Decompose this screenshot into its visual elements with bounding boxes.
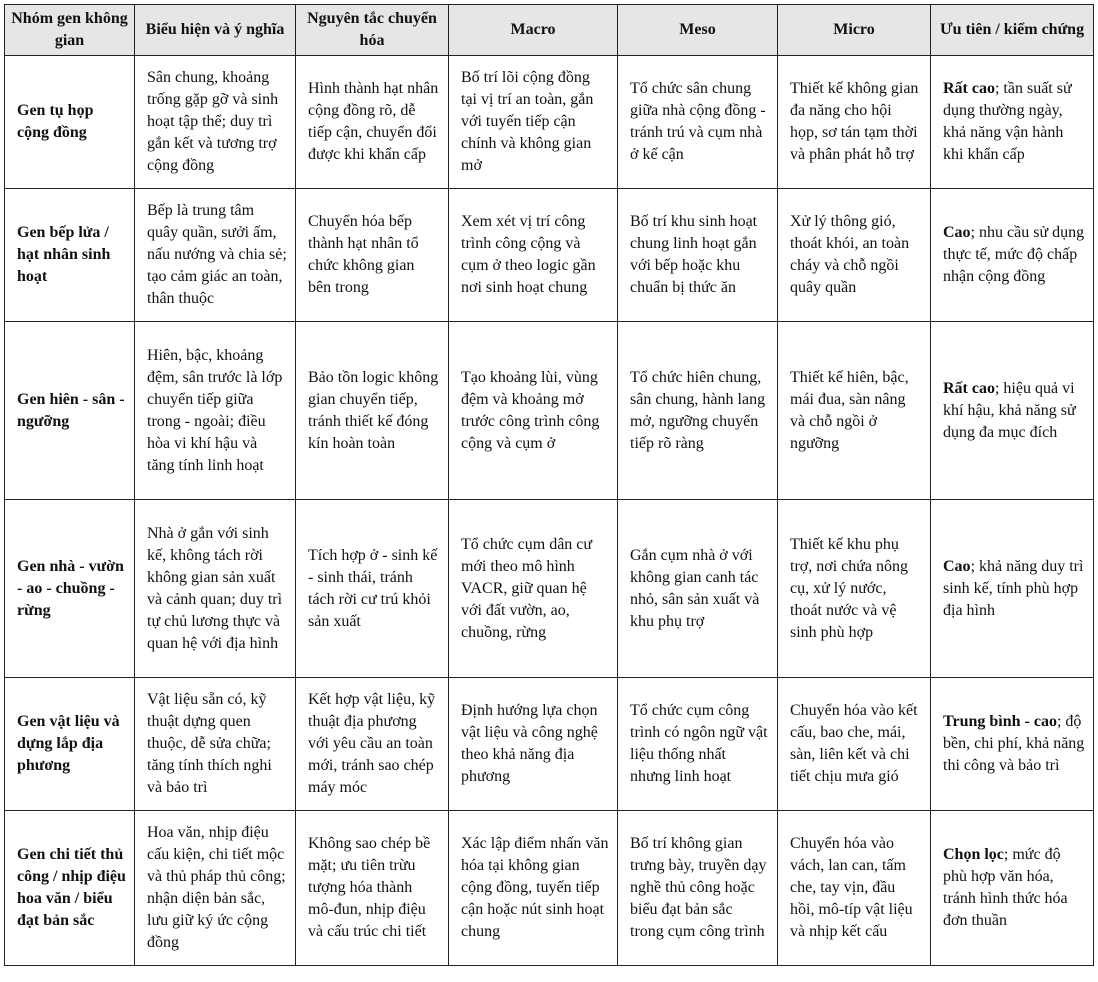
group-cell: Gen chi tiết thủ công / nhịp điệu hoa văn / biểu đạt bản sắc xyxy=(5,811,135,966)
priority-cell xyxy=(931,678,1094,811)
priority-cell xyxy=(931,189,1094,322)
table-row xyxy=(5,500,1094,678)
meso-cell: Bố trí khu sinh hoạt chung linh hoạt gắn với bếp hoặc khu chuẩn bị thức ăn xyxy=(618,189,778,322)
group-cell: Gen hiên - sân - ngưỡng xyxy=(5,322,135,500)
macro-cell: Bố trí lõi cộng đồng tại vị trí an toàn, gắn với tuyến tiếp cận chính và không gian mở xyxy=(449,56,618,189)
header-micro: Micro xyxy=(778,5,931,56)
priority-cell xyxy=(931,56,1094,189)
header-group: Nhóm gen không gian xyxy=(5,5,135,56)
table-body xyxy=(5,56,1094,966)
meso-cell: Gắn cụm nhà ở với không gian canh tác nhỏ, sân sản xuất và khu phụ trợ xyxy=(618,500,778,678)
micro-cell: Chuyển hóa vào kết cấu, bao che, mái, sàn, liên kết và chi tiết chịu mưa gió xyxy=(778,678,931,811)
meaning-cell: Vật liệu sẵn có, kỹ thuật dựng quen thuộc, dễ sửa chữa; tăng tính thích nghi và bảo trì xyxy=(135,678,296,811)
spatial-gene-table xyxy=(4,4,1094,966)
principle-cell: Hình thành hạt nhân cộng đồng rõ, dễ tiếp cận, chuyển đổi được khi khẩn cấp xyxy=(296,56,449,189)
group-cell: Gen tụ họp cộng đồng xyxy=(5,56,135,189)
meaning-cell: Hoa văn, nhịp điệu cấu kiện, chi tiết mộc và thủ pháp thủ công; nhận diện bản sắc, lưu giữ ký ức cộng đồng xyxy=(135,811,296,966)
macro-cell: Tổ chức cụm dân cư mới theo mô hình VACR, giữ quan hệ với đất vườn, ao, chuồng, rừng xyxy=(449,500,618,678)
header-meso: Meso xyxy=(618,5,778,56)
micro-cell: Xử lý thông gió, thoát khói, an toàn cháy và chỗ ngồi quây quần xyxy=(778,189,931,322)
header-macro: Macro xyxy=(449,5,618,56)
priority-level: Cao xyxy=(943,557,971,575)
priority-level: Cao xyxy=(943,224,971,241)
meaning-cell: Hiên, bậc, khoảng đệm, sân trước là lớp chuyển tiếp giữa trong - ngoài; điều hòa vi khí hậu và tăng tính linh hoạt xyxy=(135,322,296,500)
header-meaning: Biểu hiện và ý nghĩa xyxy=(135,5,296,56)
priority-note: ; mức độ phù hợp văn hóa, tránh hình thức hóa đơn thuần xyxy=(943,846,1068,929)
meso-cell: Bố trí không gian trưng bày, truyền dạy nghề thủ công hoặc biểu đạt bản sắc trong cụm công trình xyxy=(618,811,778,966)
meaning-cell: Bếp là trung tâm quây quần, sưởi ấm, nấu nướng và chia sẻ; tạo cảm giác an toàn, thân thuộc xyxy=(135,189,296,322)
table-row xyxy=(5,811,1094,966)
priority-cell xyxy=(931,500,1094,678)
group-cell: Gen vật liệu và dựng lắp địa phương xyxy=(5,678,135,811)
principle-cell: Kết hợp vật liệu, kỹ thuật địa phương với yêu cầu an toàn mới, tránh sao chép máy móc xyxy=(296,678,449,811)
macro-cell: Xác lập điểm nhấn văn hóa tại không gian cộng đồng, tuyến tiếp cận hoặc nút sinh hoạt chung xyxy=(449,811,618,966)
group-cell: Gen bếp lửa / hạt nhân sinh hoạt xyxy=(5,189,135,322)
group-cell: Gen nhà - vườn - ao - chuồng - rừng xyxy=(5,500,135,678)
micro-cell: Thiết kế khu phụ trợ, nơi chứa nông cụ, xử lý nước, thoát nước và vệ sinh phù hợp xyxy=(778,500,931,678)
meaning-cell: Nhà ở gắn với sinh kế, không tách rời không gian sản xuất và cảnh quan; duy trì tự chủ lương thực và quan hệ với địa hình xyxy=(135,500,296,678)
micro-cell: Thiết kế hiên, bậc, mái đua, sàn nâng và chỗ ngồi ở ngưỡng xyxy=(778,322,931,500)
priority-note: ; độ bền, chi phí, khả năng thi công và bảo trì xyxy=(943,713,1085,774)
meso-cell: Tổ chức hiên chung, sân chung, hành lang mở, ngưỡng chuyển tiếp rõ ràng xyxy=(618,322,778,500)
table-row xyxy=(5,56,1094,189)
header-priority: Ưu tiên / kiểm chứng xyxy=(931,5,1094,56)
table-header xyxy=(5,5,1094,56)
priority-level: Trung bình - cao xyxy=(943,713,1057,730)
priority-note: ; nhu cầu sử dụng thực tế, mức độ chấp nhận cộng đồng xyxy=(943,224,1085,285)
principle-cell: Không sao chép bề mặt; ưu tiên trừu tượng hóa thành mô-đun, nhịp điệu và cấu trúc chi tiết xyxy=(296,811,449,966)
priority-note: ; khả năng duy trì sinh kế, tính phù hợp địa hình xyxy=(943,557,1084,619)
micro-cell: Chuyển hóa vào vách, lan can, tấm che, tay vịn, đầu hồi, mô-típ vật liệu và nhịp kết cấu xyxy=(778,811,931,966)
priority-cell xyxy=(931,322,1094,500)
priority-note: ; tần suất sử dụng thường ngày, khả năng vận hành khi khẩn cấp xyxy=(943,80,1072,163)
micro-cell: Thiết kế không gian đa năng cho hội họp, sơ tán tạm thời và phân phát hỗ trợ xyxy=(778,56,931,189)
meso-cell: Tổ chức cụm công trình có ngôn ngữ vật liệu thống nhất nhưng linh hoạt xyxy=(618,678,778,811)
priority-cell xyxy=(931,811,1094,966)
table-row xyxy=(5,678,1094,811)
priority-level: Chọn lọc xyxy=(943,846,1004,863)
macro-cell: Xem xét vị trí công trình công cộng và cụm ở theo logic gần nơi sinh hoạt chung xyxy=(449,189,618,322)
table-row xyxy=(5,189,1094,322)
header-principle: Nguyên tắc chuyển hóa xyxy=(296,5,449,56)
meso-cell: Tổ chức sân chung giữa nhà cộng đồng - tránh trú và cụm nhà ở kế cận xyxy=(618,56,778,189)
priority-level: Rất cao xyxy=(943,379,995,397)
table-row xyxy=(5,322,1094,500)
principle-cell: Tích hợp ở - sinh kế - sinh thái, tránh tách rời cư trú khỏi sản xuất xyxy=(296,500,449,678)
macro-cell: Tạo khoảng lùi, vùng đệm và khoảng mở trước công trình công cộng và cụm ở xyxy=(449,322,618,500)
principle-cell: Chuyển hóa bếp thành hạt nhân tổ chức không gian bên trong xyxy=(296,189,449,322)
meaning-cell: Sân chung, khoảng trống gặp gỡ và sinh hoạt tập thể; duy trì gắn kết và tương trợ cộng đồng xyxy=(135,56,296,189)
priority-level: Rất cao xyxy=(943,80,995,97)
header-row xyxy=(5,5,1094,56)
principle-cell: Bảo tồn logic không gian chuyển tiếp, tránh thiết kế đóng kín hoàn toàn xyxy=(296,322,449,500)
macro-cell: Định hướng lựa chọn vật liệu và công nghệ theo khả năng địa phương xyxy=(449,678,618,811)
priority-note: ; hiệu quả vi khí hậu, khả năng sử dụng đa mục đích xyxy=(943,379,1076,441)
